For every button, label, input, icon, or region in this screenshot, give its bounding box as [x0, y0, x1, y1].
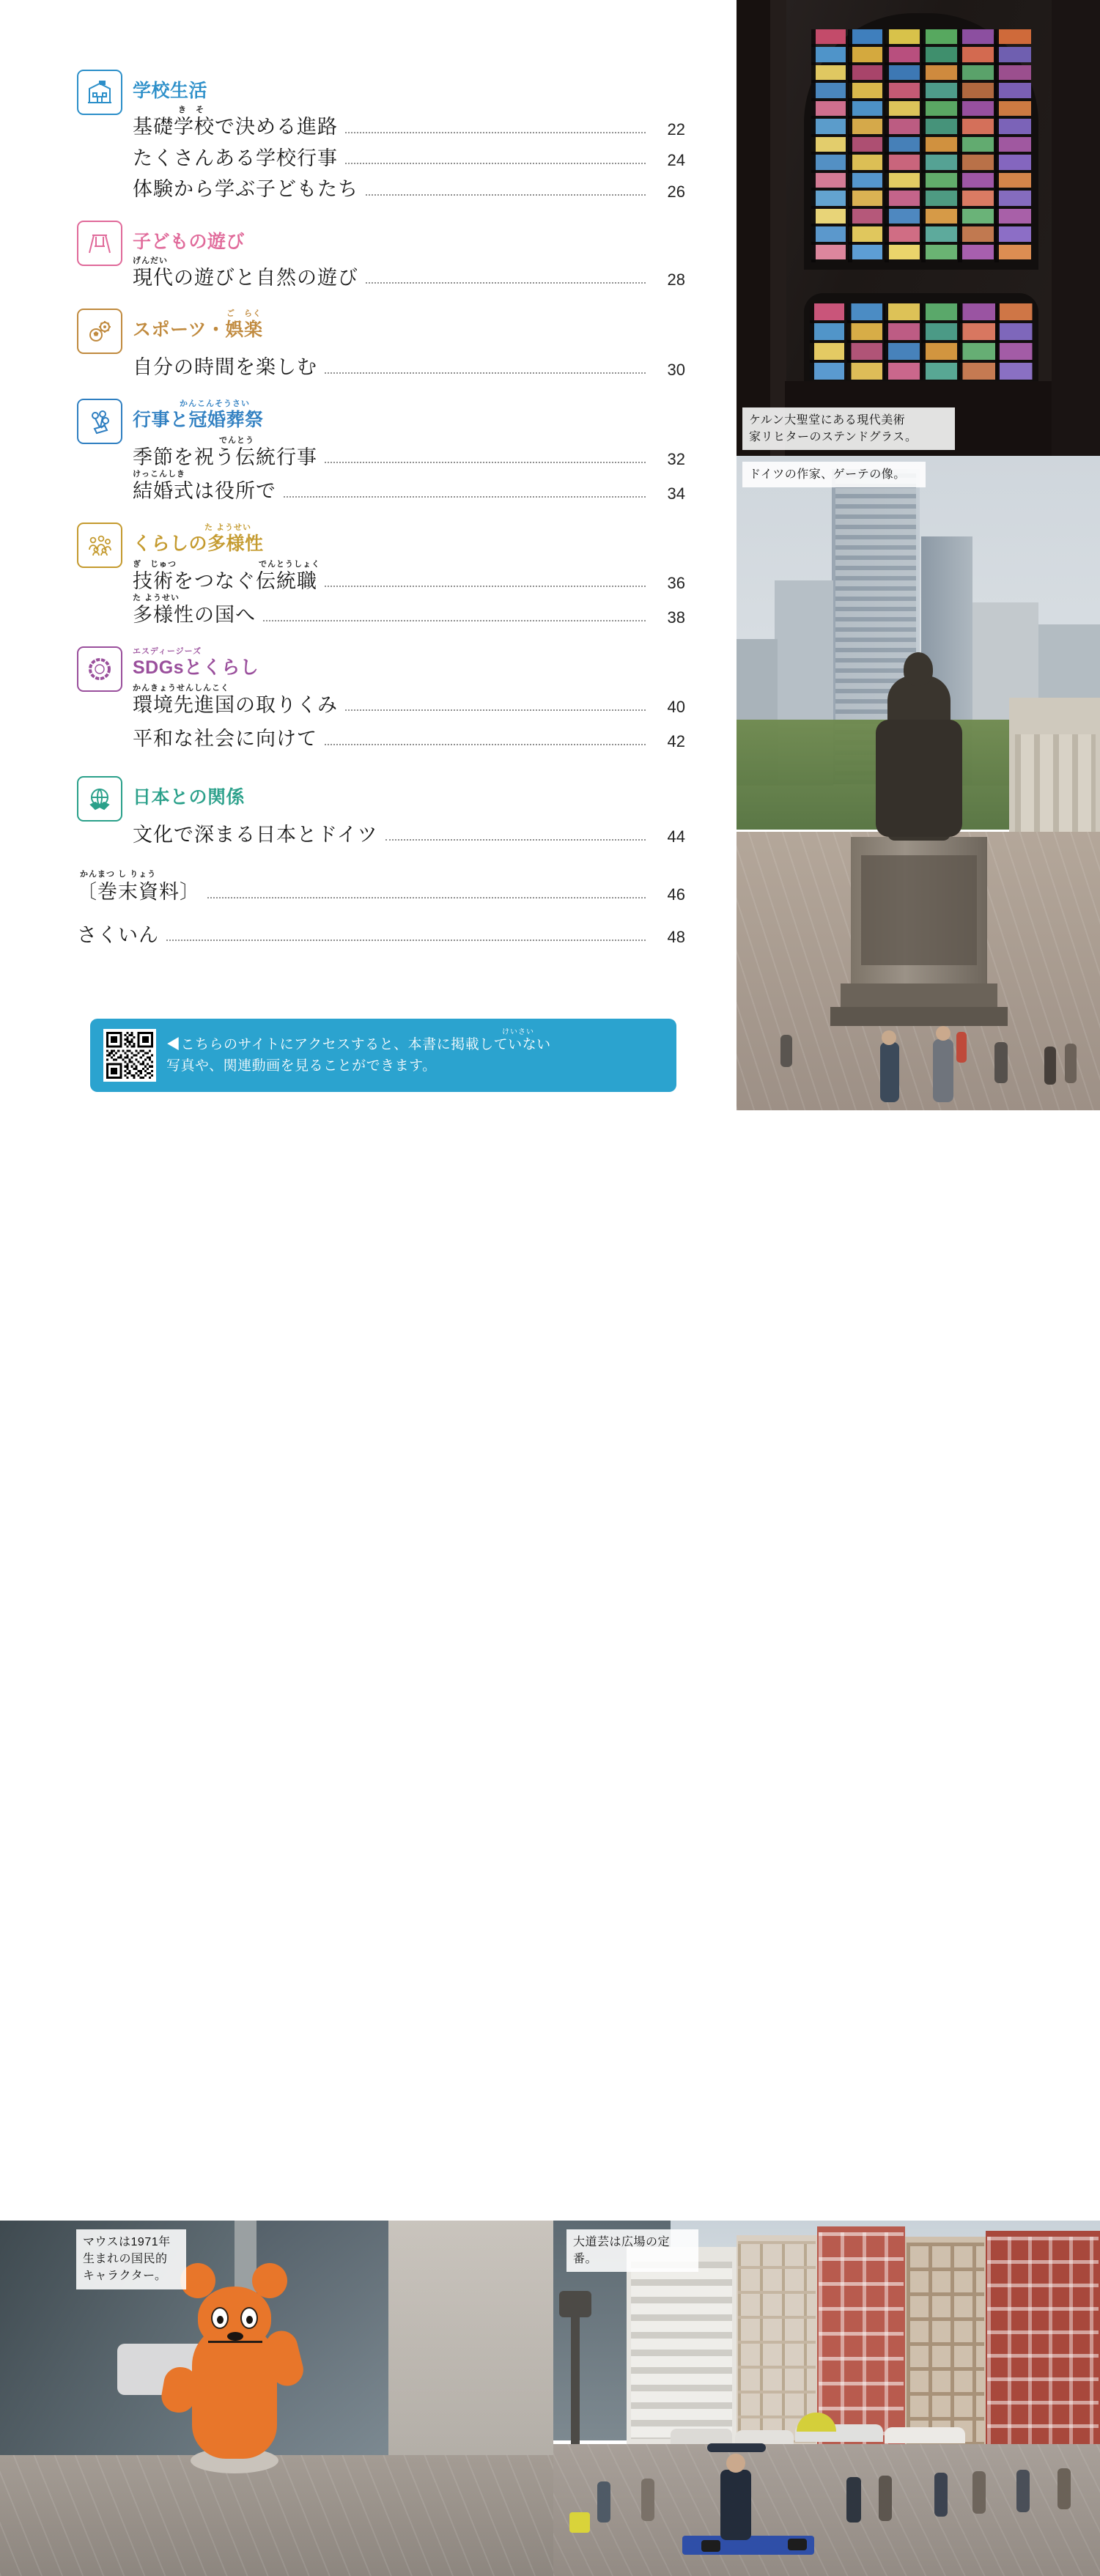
person — [1016, 2470, 1030, 2512]
banner-text-ruby: けいさい — [502, 1027, 534, 1036]
entry-page-number: 46 — [667, 885, 685, 904]
bouquet-icon — [77, 399, 122, 444]
performer-prop — [701, 2540, 720, 2552]
toc-entry[interactable] — [133, 683, 685, 720]
photo-caption-cathedral — [742, 407, 955, 450]
section-title-wrap — [133, 399, 264, 430]
photo-caption-roemer — [566, 2229, 698, 2272]
section-title-wrap — [133, 776, 245, 808]
entry-page-number: 26 — [667, 182, 685, 201]
toc-section-ceremonial-occasions — [77, 399, 685, 506]
yellow-object — [569, 2512, 590, 2533]
section-title: 行事と冠婚葬祭 — [133, 409, 264, 430]
entry-ruby: かんまつ し りょう — [80, 870, 157, 879]
toc-entry[interactable] — [133, 353, 685, 383]
paving-pattern — [0, 2455, 553, 2576]
person — [972, 2471, 986, 2514]
banner-line-2: 写真や、関連動画を見ることができます。 — [166, 1058, 437, 1074]
section-title-ruby — [133, 778, 245, 787]
entry-title: さくいん — [77, 923, 159, 946]
person — [846, 2477, 861, 2523]
pillar-wall — [388, 2221, 553, 2462]
section-header — [77, 70, 685, 115]
leader-dots — [345, 163, 646, 164]
section-title: 日本との関係 — [133, 786, 246, 808]
section-title-wrap — [133, 646, 259, 678]
entry-title: 多様性の国へ — [133, 604, 256, 626]
entry-ruby: でんとう — [219, 435, 254, 445]
entry-page-number: 24 — [667, 151, 685, 169]
person — [1044, 1047, 1056, 1085]
leader-dots — [166, 940, 646, 941]
section-header — [77, 399, 685, 444]
entry-title: 環境先進国の取りくみ — [133, 693, 338, 716]
leader-dots — [366, 194, 646, 196]
caption-line-3: キャラクター。 — [83, 2270, 167, 2283]
photo-caption-maus — [76, 2229, 186, 2289]
section-title: 子どもの遊び — [133, 231, 246, 252]
fountain-statue — [559, 2291, 591, 2317]
leader-dots — [207, 897, 646, 898]
toc-section-childrens-play — [77, 221, 685, 293]
roemerberg-square-photo — [553, 2221, 1100, 2576]
maus-nose — [227, 2332, 243, 2341]
section-title-wrap — [133, 221, 245, 252]
entry-title: たくさんある学校行事 — [133, 147, 338, 169]
person — [880, 1042, 899, 1102]
leader-dots — [325, 744, 646, 745]
caption-line-1: ドイツの作家、ゲーテの像。 — [749, 468, 906, 481]
person — [934, 2473, 948, 2517]
maus-whisker-line — [208, 2341, 262, 2343]
statue-head — [904, 652, 933, 686]
entry-title: 結婚式は役所で — [133, 480, 276, 502]
timber-beams — [819, 2232, 904, 2445]
handshake-globe-icon — [77, 776, 122, 822]
entry-page-number: 28 — [667, 270, 685, 289]
toc-section-sports-entertainment — [77, 309, 685, 383]
toc-entry-index[interactable] — [77, 920, 685, 951]
toc-entry[interactable] — [133, 144, 685, 174]
entry-page-number: 34 — [667, 484, 685, 503]
photo-caption-goethe — [742, 462, 926, 487]
entry-page-number: 42 — [667, 731, 685, 750]
toc-entry-appendix[interactable] — [77, 870, 685, 907]
market-stall-canopy — [735, 2430, 794, 2445]
person — [1065, 1044, 1077, 1083]
section-title: くらしの多様性 — [133, 533, 264, 554]
goethe-statue-photo — [737, 456, 1100, 1110]
toc-entry[interactable] — [133, 724, 685, 754]
pedestal-step — [830, 1007, 1008, 1026]
cathedral-mullions-lower — [810, 303, 1033, 380]
entry-page-number: 22 — [667, 119, 685, 139]
person — [641, 2479, 654, 2521]
banner-text — [166, 1027, 551, 1077]
person-head — [936, 1026, 950, 1041]
person — [879, 2476, 892, 2521]
toc-entry[interactable] — [133, 256, 685, 293]
toc-entry[interactable] — [133, 470, 685, 506]
toc-section-diversity-of-life — [77, 523, 685, 630]
timber-beams — [907, 2243, 984, 2444]
maus-pupil-left — [217, 2316, 224, 2324]
toc-entry[interactable] — [133, 559, 685, 597]
school-building-icon — [77, 70, 122, 115]
bottom-photo-row — [0, 1110, 1100, 2283]
entry-ruby: げんだい — [133, 256, 168, 265]
entry-title: 季節を祝う伝統行事 — [133, 446, 317, 468]
leader-dots — [345, 709, 646, 711]
banner-line-1: ◀こちらのサイトにアクセスすると、本書に掲載していない — [166, 1036, 551, 1052]
leader-dots — [325, 372, 646, 374]
section-title: SDGsとくらし — [133, 657, 259, 678]
caption-line-1: 大道芸は広場の定番。 — [573, 2236, 671, 2266]
classical-columns — [1015, 734, 1096, 837]
section-header — [77, 221, 685, 266]
market-stall-canopy — [671, 2429, 732, 2445]
section-header — [77, 309, 685, 354]
entry-page-number: 40 — [667, 698, 685, 716]
performer-prop — [788, 2539, 807, 2550]
entry-ruby: た ようせい — [133, 594, 180, 602]
person — [994, 1042, 1008, 1083]
pedestal-relief — [861, 855, 977, 965]
section-title-wrap — [133, 309, 263, 340]
entry-page-number: 38 — [667, 608, 685, 627]
toc-entry[interactable] — [133, 820, 685, 850]
swing-icon — [77, 221, 122, 266]
cathedral-mullions-upper — [811, 29, 1031, 262]
entry-page-number: 30 — [667, 360, 685, 379]
caption-line-2: 生まれの国民的 — [83, 2253, 168, 2266]
sdgs-wheel-icon — [77, 646, 122, 692]
entry-ruby: けっこんしき — [133, 470, 185, 479]
toc-entry[interactable] — [133, 594, 685, 630]
person — [780, 1035, 792, 1067]
section-title-ruby: エスディージーズ — [133, 646, 202, 656]
entry-title: 自分の時間を楽しむ — [133, 356, 317, 378]
entry-title: 技術をつなぐ伝統職 — [133, 569, 317, 592]
pedestal-base — [841, 983, 997, 1008]
qr-code-icon[interactable] — [103, 1029, 156, 1082]
fountain-column — [571, 2309, 580, 2448]
caption-line-2: 家リヒターのステンドグラス。 — [749, 430, 918, 443]
toc-section-relations-with-japan — [77, 776, 685, 850]
leader-dots — [325, 586, 646, 587]
entry-ruby: き そ — [178, 106, 204, 114]
entry-ruby: ぎ じゅつ — [133, 559, 177, 569]
street-performer-head — [726, 2454, 745, 2473]
leader-dots — [284, 496, 646, 498]
entry-ruby: かんきょうせんしんこく — [133, 683, 229, 693]
entry-title: 文化で深まる日本とドイツ — [133, 823, 378, 846]
leader-dots — [366, 282, 646, 284]
family-group-icon — [77, 523, 122, 568]
toc-entry[interactable] — [133, 106, 685, 142]
entry-title: 体験から学ぶ子どもたち — [133, 178, 358, 200]
leader-dots — [385, 839, 646, 841]
toc-entry[interactable] — [133, 174, 685, 204]
section-title-ruby: かんこんそうさい — [180, 399, 250, 408]
maus-pupil-right — [246, 2316, 253, 2324]
entry-ruby-secondary: でんとうしょく — [259, 559, 320, 569]
toc-plain-entries — [77, 870, 685, 950]
entry-title: 基礎学校で決める進路 — [133, 116, 338, 138]
section-title-ruby — [133, 71, 207, 81]
soccer-ball-icon — [77, 309, 122, 354]
section-title-ruby: ご らく — [226, 309, 262, 318]
leader-dots — [345, 132, 646, 133]
toc-entry[interactable] — [133, 435, 685, 473]
entry-page-number: 48 — [667, 928, 685, 946]
cologne-cathedral-stained-glass-photo — [737, 0, 1100, 456]
entry-page-number: 44 — [667, 827, 685, 846]
leader-dots — [263, 620, 646, 621]
person — [956, 1032, 967, 1063]
section-title-ruby: た ようせい — [204, 523, 252, 532]
entry-title: 〔巻末資料〕 — [77, 881, 200, 903]
timber-beams — [987, 2237, 1099, 2445]
leader-dots — [325, 462, 646, 463]
section-title-wrap — [133, 523, 264, 554]
caption-line-1: マウスは1971年 — [83, 2236, 171, 2248]
timber-beams — [738, 2241, 816, 2443]
entry-page-number: 36 — [667, 574, 685, 592]
toc-section-sdgs-and-life — [77, 646, 685, 754]
caption-line-1: ケルン大聖堂にある現代美術 — [749, 413, 906, 427]
market-stall-canopy — [885, 2427, 965, 2443]
section-title-ruby — [133, 222, 245, 232]
maus-ear-right — [252, 2263, 287, 2298]
entry-page-number: 32 — [667, 450, 685, 468]
die-maus-character-photo — [0, 2221, 553, 2576]
cathedral-rib — [770, 0, 786, 456]
performer-arms — [707, 2443, 766, 2452]
person-head — [882, 1030, 896, 1045]
person — [1057, 2468, 1071, 2509]
section-header — [77, 776, 685, 822]
person — [933, 1039, 953, 1102]
table-of-contents-column — [0, 0, 737, 1110]
cathedral-pillar-left — [737, 0, 770, 456]
toc-section-school-life — [77, 70, 685, 204]
section-title: 学校生活 — [133, 81, 208, 101]
entry-title: 平和な社会に向けて — [133, 728, 317, 750]
website-access-banner[interactable] — [90, 1019, 676, 1092]
street-performer-body — [720, 2470, 751, 2540]
section-title: スポーツ・娯楽 — [133, 320, 263, 340]
cathedral-pillar-right — [1052, 0, 1100, 456]
person — [597, 2481, 610, 2523]
white-building-windows — [631, 2262, 732, 2439]
entry-title: 現代の遊びと自然の遊び — [133, 266, 358, 289]
statue-cloak — [876, 720, 962, 837]
section-title-wrap — [133, 70, 207, 101]
toc-list — [77, 70, 685, 950]
